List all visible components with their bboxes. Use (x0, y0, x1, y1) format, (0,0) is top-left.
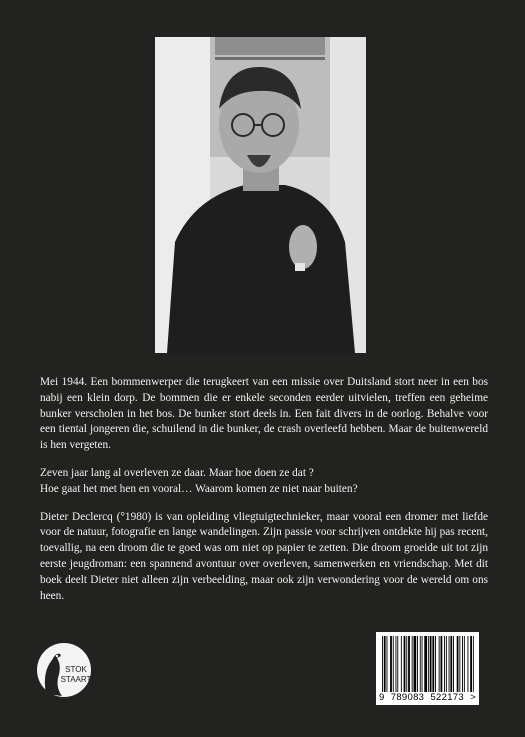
barcode-bar (446, 636, 447, 692)
author-bio-1: Dieter Declercq (°1980) is van opleiding vliegtuigtechnieker, maar vooral een dromer met liefde voor de natuur, fotografie en lange wandelingen. Zijn passie voor schrijven ontdekte hij pas recent, toevallig, na een droom die te goed was om niet op papier te zetten. (40, 510, 488, 555)
barcode-bar (408, 636, 410, 692)
isbn-digits-right: 522173 (430, 692, 464, 703)
barcode-bar (444, 636, 445, 692)
barcode-bar (401, 636, 402, 692)
barcode-bar (397, 636, 398, 692)
barcode-bar (396, 636, 397, 692)
isbn-digits (376, 692, 479, 705)
barcode-bar (430, 636, 432, 692)
barcode-bar (459, 636, 460, 692)
barcode-bar (387, 636, 388, 692)
back-cover-blurb (40, 375, 488, 604)
barcode-bar (457, 636, 459, 692)
barcode-bar (462, 636, 463, 692)
barcode-bar (439, 636, 440, 692)
barcode-bar (406, 636, 407, 692)
barcode-bar (393, 636, 394, 692)
barcode-bar (432, 636, 434, 692)
blurb-paragraph-1: Mei 1944. Een bommenwerper die terugkeert van een missie over Duitsland stort neer in een bos nabij een klein dorp. De bommen die er enkele seconden eerder uitvielen, treffen een geheime bunker verscholen in het bos. De bunker stort deels in. Een fait divers in de oorlog. Behalve voor een tiental jongeren die, schuilend in die bunker, de crash overleefd hebben. Maar de buitenwereld is hen vergeten. (40, 376, 488, 452)
barcode-bar (435, 636, 436, 692)
publisher-line-1: STOK (65, 665, 87, 674)
barcode-bar (390, 636, 392, 692)
blurb-question-2: Hoe gaat het met hen en vooral… Waarom komen ze niet naar buiten? (40, 482, 358, 495)
barcode-bar (424, 636, 427, 692)
barcode-bar (470, 636, 472, 692)
barcode-bar (384, 636, 386, 692)
barcode-bar (473, 636, 474, 692)
author-bio-2: Die droom groeide uit tot zijn eerste jeugdroman: een spannend avontuur over overleven, samenwerken en vriendschap. Met dit boek deelt Dieter niet alleen zijn verbeelding, maar ook zijn verwondering voor de wereld om ons heen. (40, 542, 488, 602)
barcode-bar (417, 636, 418, 692)
isbn-quiet-mark: > (470, 692, 476, 703)
barcode-bar (453, 636, 454, 692)
barcode-bar (468, 636, 469, 692)
barcode-bar (414, 636, 417, 692)
barcode-bar (412, 636, 413, 692)
blurb-question-1: Zeven jaar lang al overleven ze daar. Maar hoe doen ze dat ? (40, 466, 314, 479)
barcode-bar (420, 636, 421, 692)
barcode-bar (450, 636, 452, 692)
isbn-digit-lead: 9 (379, 692, 385, 703)
author-photo (155, 37, 366, 353)
barcode-bar (449, 636, 450, 692)
barcode-bar (441, 636, 443, 692)
barcode-bar (428, 636, 429, 692)
author-bio (40, 510, 488, 605)
barcode-bar (404, 636, 406, 692)
publisher-line-2: STAART (60, 675, 92, 684)
isbn-digits-left: 789083 (390, 692, 425, 703)
barcode-bar (422, 636, 423, 692)
barcode-bar (464, 636, 465, 692)
isbn-barcode (376, 632, 479, 705)
blurb-paragraph-2 (40, 466, 488, 498)
publisher-logo (36, 642, 92, 698)
barcode-bar (382, 636, 383, 692)
